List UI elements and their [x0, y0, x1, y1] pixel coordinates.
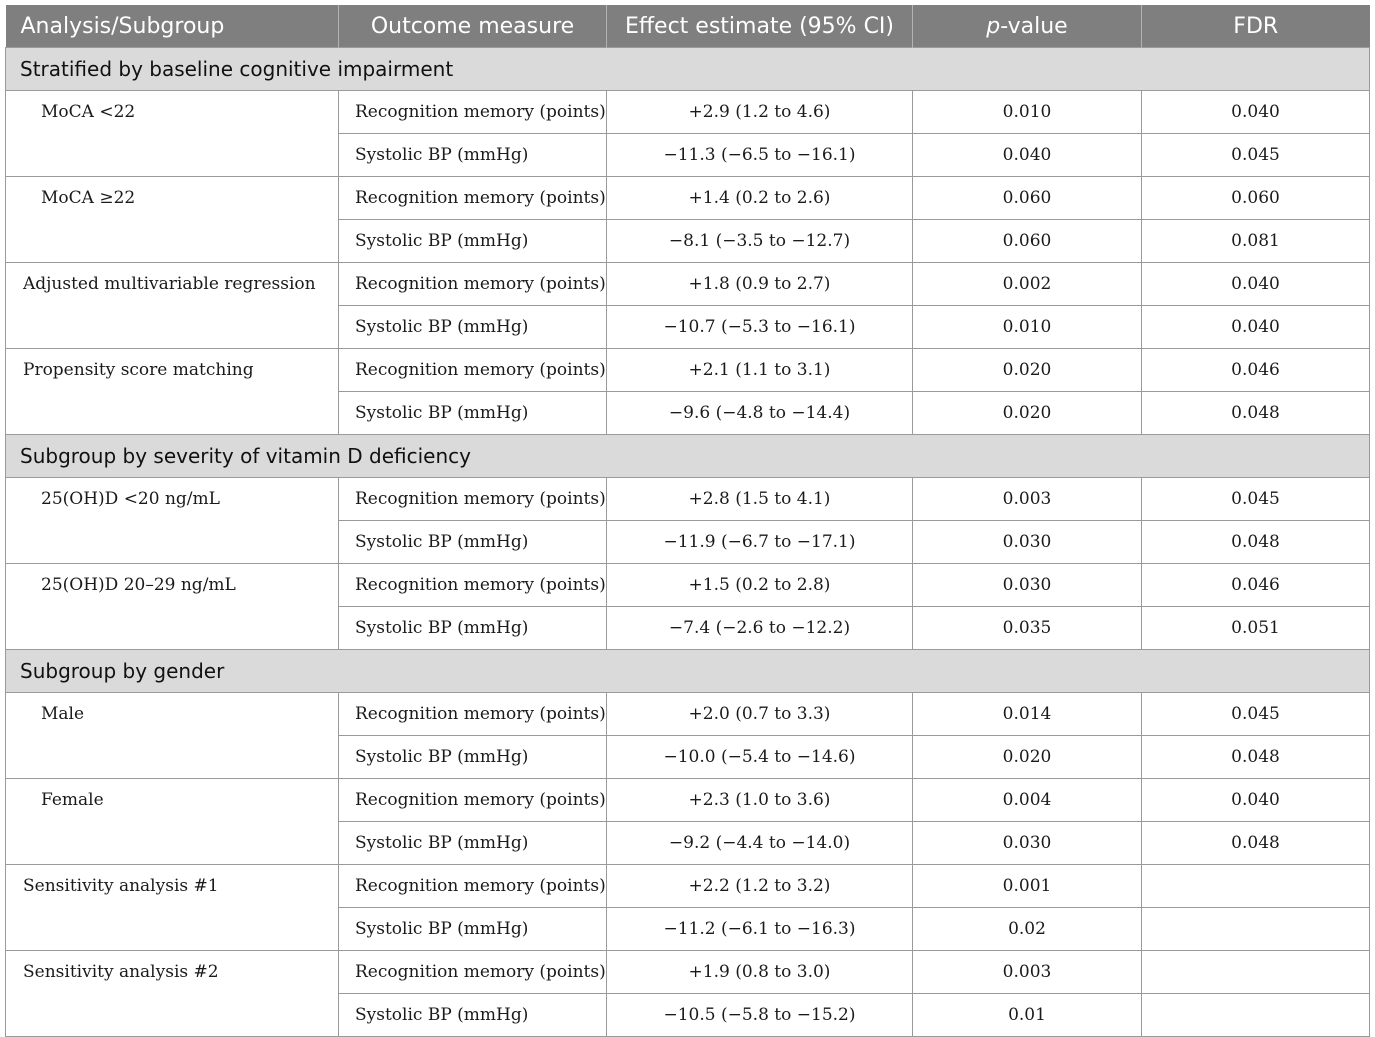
table-row — [6, 865, 1370, 908]
fdr-cell: 0.048 — [1142, 521, 1370, 564]
header-p-rest: -value — [1000, 13, 1068, 39]
fdr-cell: 0.040 — [1142, 263, 1370, 306]
p-value-cell: 0.001 — [913, 865, 1142, 908]
header-p-italic: p — [986, 13, 1001, 39]
fdr-cell — [1142, 865, 1370, 908]
p-value-cell: 0.035 — [913, 607, 1142, 650]
p-value-cell: 0.003 — [913, 478, 1142, 521]
fdr-cell: 0.048 — [1142, 392, 1370, 435]
outcome-cell: Systolic BP (mmHg) — [339, 822, 607, 865]
fdr-cell: 0.045 — [1142, 134, 1370, 177]
effect-cell: +2.1 (1.1 to 3.1) — [607, 349, 913, 392]
table-row — [6, 91, 1370, 134]
p-value-cell: 0.01 — [913, 994, 1142, 1037]
outcome-cell: Recognition memory (points) — [339, 349, 607, 392]
section-title: Subgroup by severity of vitamin D deficiency — [6, 435, 1370, 478]
outcome-cell: Recognition memory (points) — [339, 177, 607, 220]
header-p-value — [913, 5, 1142, 48]
effect-cell: −11.3 (−6.5 to −16.1) — [607, 134, 913, 177]
outcome-cell: Recognition memory (points) — [339, 564, 607, 607]
group-label: MoCA ≥22 — [6, 177, 339, 263]
table-row — [6, 263, 1370, 306]
fdr-cell: 0.051 — [1142, 607, 1370, 650]
fdr-cell: 0.045 — [1142, 693, 1370, 736]
outcome-cell: Systolic BP (mmHg) — [339, 994, 607, 1037]
p-value-cell: 0.060 — [913, 220, 1142, 263]
effect-cell: +2.0 (0.7 to 3.3) — [607, 693, 913, 736]
table-row — [6, 564, 1370, 607]
p-value-cell: 0.014 — [913, 693, 1142, 736]
fdr-cell: 0.081 — [1142, 220, 1370, 263]
p-value-cell: 0.030 — [913, 822, 1142, 865]
p-value-cell: 0.004 — [913, 779, 1142, 822]
section-row-vitamin-d — [6, 435, 1370, 478]
outcome-cell: Recognition memory (points) — [339, 478, 607, 521]
results-table — [5, 5, 1370, 1037]
outcome-cell: Systolic BP (mmHg) — [339, 908, 607, 951]
effect-cell: +2.2 (1.2 to 3.2) — [607, 865, 913, 908]
outcome-cell: Systolic BP (mmHg) — [339, 306, 607, 349]
group-label: 25(OH)D 20–29 ng/mL — [6, 564, 339, 650]
effect-cell: +2.3 (1.0 to 3.6) — [607, 779, 913, 822]
table-row — [6, 779, 1370, 822]
group-label: Female — [6, 779, 339, 865]
fdr-cell: 0.046 — [1142, 564, 1370, 607]
p-value-cell: 0.030 — [913, 521, 1142, 564]
header-outcome-measure: Outcome measure — [339, 5, 607, 48]
fdr-cell: 0.040 — [1142, 306, 1370, 349]
group-label: Male — [6, 693, 339, 779]
outcome-cell: Systolic BP (mmHg) — [339, 134, 607, 177]
fdr-cell: 0.045 — [1142, 478, 1370, 521]
section-row-cognitive — [6, 48, 1370, 91]
effect-cell: −10.7 (−5.3 to −16.1) — [607, 306, 913, 349]
outcome-cell: Recognition memory (points) — [339, 865, 607, 908]
group-label: Sensitivity analysis #1 — [6, 865, 339, 951]
section-title: Subgroup by gender — [6, 650, 1370, 693]
effect-cell: +1.5 (0.2 to 2.8) — [607, 564, 913, 607]
group-label: Propensity score matching — [6, 349, 339, 435]
group-label: Adjusted multivariable regression — [6, 263, 339, 349]
p-value-cell: 0.02 — [913, 908, 1142, 951]
fdr-cell — [1142, 994, 1370, 1037]
group-label: MoCA <22 — [6, 91, 339, 177]
header-effect-estimate: Effect estimate (95% CI) — [607, 5, 913, 48]
p-value-cell: 0.020 — [913, 392, 1142, 435]
outcome-cell: Recognition memory (points) — [339, 263, 607, 306]
outcome-cell: Systolic BP (mmHg) — [339, 736, 607, 779]
header-analysis-subgroup: Analysis/Subgroup — [6, 5, 339, 48]
outcome-cell: Systolic BP (mmHg) — [339, 607, 607, 650]
outcome-cell: Systolic BP (mmHg) — [339, 521, 607, 564]
fdr-cell: 0.048 — [1142, 736, 1370, 779]
effect-cell: −7.4 (−2.6 to −12.2) — [607, 607, 913, 650]
p-value-cell: 0.003 — [913, 951, 1142, 994]
header-row — [6, 5, 1370, 48]
effect-cell: −9.6 (−4.8 to −14.4) — [607, 392, 913, 435]
p-value-cell: 0.020 — [913, 349, 1142, 392]
table-row — [6, 693, 1370, 736]
fdr-cell: 0.040 — [1142, 91, 1370, 134]
fdr-cell — [1142, 951, 1370, 994]
effect-cell: −11.2 (−6.1 to −16.3) — [607, 908, 913, 951]
p-value-cell: 0.020 — [913, 736, 1142, 779]
group-label: Sensitivity analysis #2 — [6, 951, 339, 1037]
effect-cell: +1.8 (0.9 to 2.7) — [607, 263, 913, 306]
fdr-cell: 0.060 — [1142, 177, 1370, 220]
p-value-cell: 0.010 — [913, 91, 1142, 134]
effect-cell: −8.1 (−3.5 to −12.7) — [607, 220, 913, 263]
fdr-cell — [1142, 908, 1370, 951]
fdr-cell: 0.046 — [1142, 349, 1370, 392]
outcome-cell: Systolic BP (mmHg) — [339, 220, 607, 263]
effect-cell: +1.9 (0.8 to 3.0) — [607, 951, 913, 994]
p-value-cell: 0.010 — [913, 306, 1142, 349]
p-value-cell: 0.060 — [913, 177, 1142, 220]
outcome-cell: Systolic BP (mmHg) — [339, 392, 607, 435]
effect-cell: −9.2 (−4.4 to −14.0) — [607, 822, 913, 865]
table-row — [6, 177, 1370, 220]
effect-cell: +1.4 (0.2 to 2.6) — [607, 177, 913, 220]
table-row — [6, 951, 1370, 994]
section-title: Stratified by baseline cognitive impairment — [6, 48, 1370, 91]
group-label: 25(OH)D <20 ng/mL — [6, 478, 339, 564]
fdr-cell: 0.040 — [1142, 779, 1370, 822]
effect-cell: +2.8 (1.5 to 4.1) — [607, 478, 913, 521]
header-fdr: FDR — [1142, 5, 1370, 48]
effect-cell: +2.9 (1.2 to 4.6) — [607, 91, 913, 134]
table-row — [6, 478, 1370, 521]
outcome-cell: Recognition memory (points) — [339, 693, 607, 736]
effect-cell: −10.5 (−5.8 to −15.2) — [607, 994, 913, 1037]
effect-cell: −11.9 (−6.7 to −17.1) — [607, 521, 913, 564]
fdr-cell: 0.048 — [1142, 822, 1370, 865]
effect-cell: −10.0 (−5.4 to −14.6) — [607, 736, 913, 779]
section-row-gender — [6, 650, 1370, 693]
table-row — [6, 349, 1370, 392]
p-value-cell: 0.030 — [913, 564, 1142, 607]
outcome-cell: Recognition memory (points) — [339, 91, 607, 134]
p-value-cell: 0.040 — [913, 134, 1142, 177]
p-value-cell: 0.002 — [913, 263, 1142, 306]
outcome-cell: Recognition memory (points) — [339, 951, 607, 994]
outcome-cell: Recognition memory (points) — [339, 779, 607, 822]
